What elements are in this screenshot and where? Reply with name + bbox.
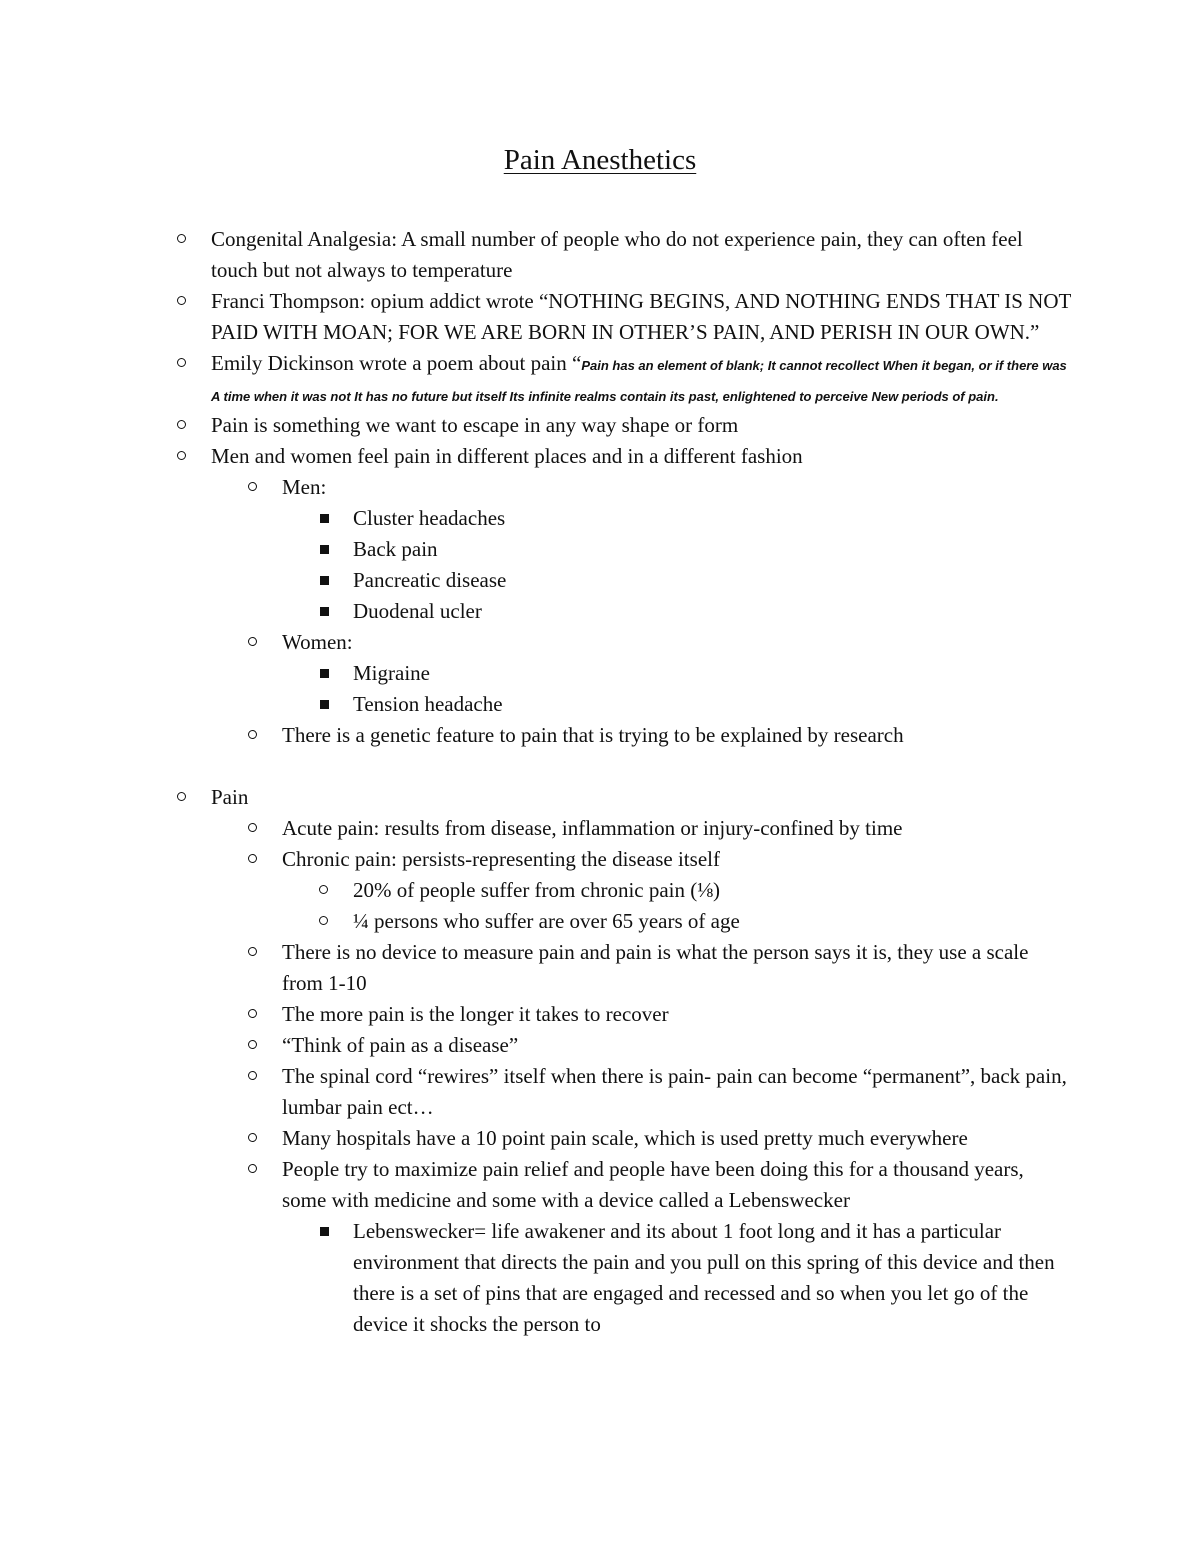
emily-intro-text: Emily Dickinson wrote a poem about pain “	[211, 351, 582, 375]
list-item-genetic: There is a genetic feature to pain that is trying to be explained by research	[282, 720, 1071, 751]
men-sublist	[353, 503, 1071, 627]
list-item-pain	[211, 782, 1071, 1340]
list-item-women-condition: Migraine	[353, 658, 1071, 689]
women-label: Women:	[282, 630, 353, 654]
list-item-lebenswecker: Lebenswecker= life awakener and its about 1 foot long and it has a particular environment that directs the pain and you pull on this spring of this device and then there is a set of pins that are engaged and recessed and so when you let go of the device it shocks the person to	[353, 1216, 1071, 1340]
list-item-men-condition: Duodenal ucler	[353, 596, 1071, 627]
list-item-men-women	[211, 441, 1071, 751]
men-women-text: Men and women feel pain in different places and in a different fashion	[211, 444, 803, 468]
page-title: Pain Anesthetics	[503, 144, 697, 176]
men-women-sublist	[282, 472, 1071, 751]
list-item-chronic	[282, 844, 1071, 937]
list-item-hospitals: Many hospitals have a 10 point pain scale, which is used pretty much everywhere	[282, 1123, 1071, 1154]
list-item-spinal: The spinal cord “rewires” itself when there is pain- pain can become “permanent”, back pain, lumbar pain ect…	[282, 1061, 1071, 1123]
chronic-sublist	[353, 875, 1071, 937]
chronic-text: Chronic pain: persists-representing the disease itself	[282, 847, 720, 871]
list-item-women	[282, 627, 1071, 720]
list-item-men-condition: Cluster headaches	[353, 503, 1071, 534]
list-item-more-pain: The more pain is the longer it takes to recover	[282, 999, 1071, 1030]
pain-sublist	[282, 813, 1071, 1340]
men-label: Men:	[282, 475, 327, 499]
list-item-emily	[211, 348, 1071, 410]
women-sublist	[353, 658, 1071, 720]
maximize-text: People try to maximize pain relief and people have been doing this for a thousand years, some with medicine and some with a device called a Lebenswecker	[282, 1157, 1024, 1212]
list-item-escape: Pain is something we want to escape in any way shape or form	[211, 410, 1071, 441]
list-item-men	[282, 472, 1071, 627]
pain-label: Pain	[211, 785, 249, 809]
list-item-acute: Acute pain: results from disease, inflammation or injury-confined by time	[282, 813, 1071, 844]
list-item-chronic-stat: ¼ persons who suffer are over 65 years of age	[353, 906, 1071, 937]
list-item-no-device: There is no device to measure pain and pain is what the person says it is, they use a scale from 1-10	[282, 937, 1071, 999]
list-item-congenital: Congenital Analgesia: A small number of people who do not experience pain, they can often feel touch but not always to temperature	[211, 224, 1071, 286]
notes-list	[211, 224, 1071, 1340]
list-item-maximize	[282, 1154, 1071, 1340]
list-item-men-condition: Back pain	[353, 534, 1071, 565]
blank-line	[211, 751, 1071, 782]
emily-poem-text: Pain has an element of blank; It cannot recollect When it began, or if there was A time when it was not It has no future but itself Its infinite realms contain its past, enlightened to perceive New periods of pain.	[211, 358, 1067, 404]
list-item-chronic-stat: 20% of people suffer from chronic pain (⅛)	[353, 875, 1071, 906]
list-item-women-condition: Tension headache	[353, 689, 1071, 720]
maximize-sublist	[353, 1216, 1071, 1340]
list-item-men-condition: Pancreatic disease	[353, 565, 1071, 596]
list-item-think: “Think of pain as a disease”	[282, 1030, 1071, 1061]
list-item-franci: Franci Thompson: opium addict wrote “NOTHING BEGINS, AND NOTHING ENDS THAT IS NOT PAID WITH MOAN; FOR WE ARE BORN IN OTHER’S PAIN, AND PERISH IN OUR OWN.”	[211, 286, 1071, 348]
